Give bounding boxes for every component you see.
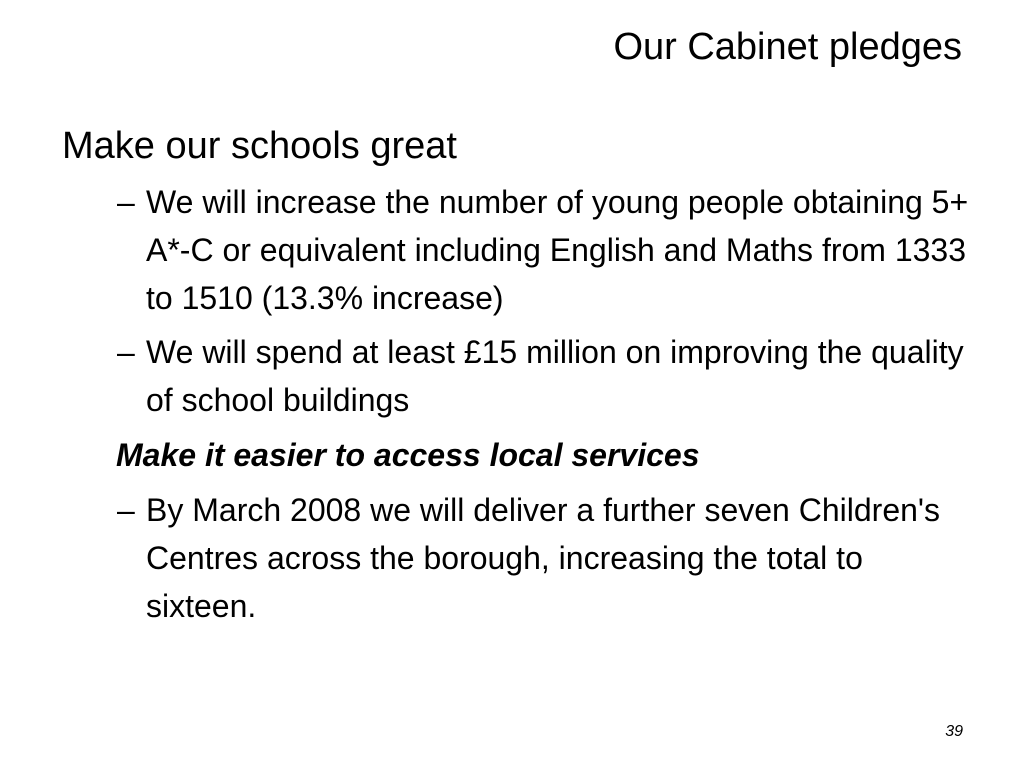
bullet-item — [62, 486, 982, 630]
section-heading-local-services: Make it easier to access local services — [116, 437, 700, 473]
slide-title: Our Cabinet pledges — [613, 26, 962, 68]
bullet-dash: – — [117, 492, 135, 528]
slide-content — [62, 120, 982, 636]
bullet-dash: – — [117, 334, 135, 370]
bullet-dash: – — [117, 184, 135, 220]
bullet-text: By March 2008 we will deliver a further seven Children's Centres across the borough, increasing the total to sixteen. — [146, 492, 941, 624]
section-heading-schools: Make our schools great — [62, 125, 457, 167]
bullet-list-local-services — [62, 486, 982, 630]
bullet-list-schools — [62, 178, 982, 424]
bullet-item — [62, 178, 982, 322]
bullet-item — [62, 328, 982, 424]
page-number: 39 — [945, 723, 963, 740]
bullet-text: We will spend at least £15 million on improving the quality of school buildings — [146, 334, 964, 418]
bullet-text: We will increase the number of young people obtaining 5+ A*-C or equivalent including English and Maths from 1333 to 1510 (13.3% increase) — [146, 184, 969, 316]
